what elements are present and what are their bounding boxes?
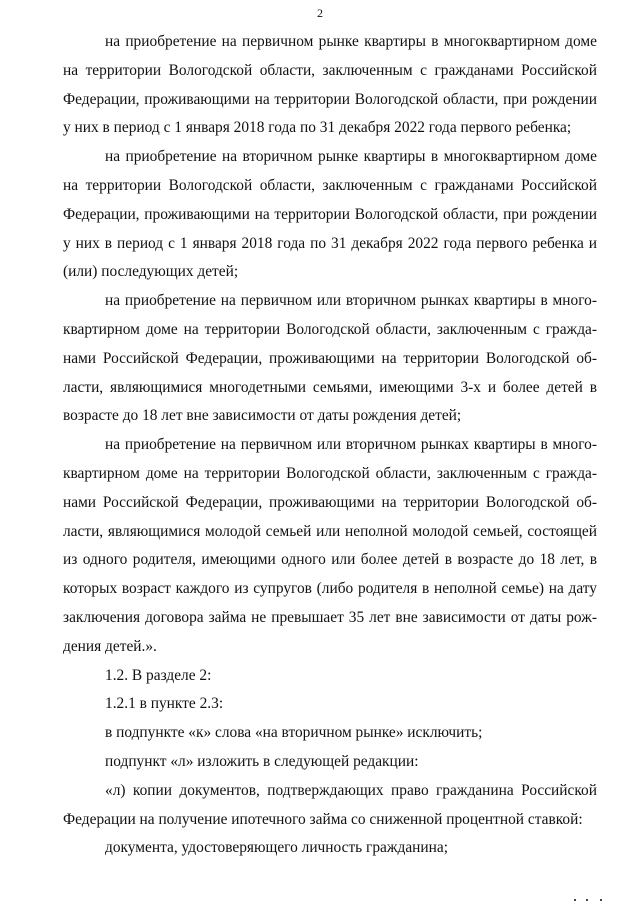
paragraph-subitem-l-text: «л) копии документов, подтверждающих право гражданина Российской Федерации на получение ипотечного займа со сниженной процентной ставкой: [63,781,597,828]
scan-marks [574,895,604,901]
paragraph-subitem-l-intro: подпункт «л» изложить в следующей редакции: [105,752,419,770]
paragraph-section-1-2-1: 1.2.1 в пункте 2.3: [105,695,224,713]
paragraph-subitem-k: в подпункте «к» слова «на вторичном рынке» исключить; [105,724,483,742]
paragraph-large-families: на приобретение на первичном или вторичном рынках квартиры в многоквартирном доме на территории Вологодской области, заключенным с гражданами Российской Федерации, проживающими на территории Вологодской области, являющимися многодетными семьями, имеющими 3-х и более детей в возрасте до 18 лет вне зависимости от даты рождения детей; [63,292,597,425]
paragraph-identity-document: документа, удостоверяющего личность гражданина; [105,839,448,857]
document-body [63,28,597,863]
paragraph-section-1-2: 1.2. В разделе 2: [105,666,212,684]
paragraph-primary-market: на приобретение на первичном рынке квартиры в многоквартирном доме на территории Вологодской области, заключенным с гражданами Российской Федерации, проживающими на территории Вологодской области, при рождении у них в период с 1 января 2018 года по 31 декабря 2022 года первого ребенка; [63,33,597,137]
paragraph-secondary-market: на приобретение на вторичном рынке квартиры в многоквартирном доме на территории Вологодской области, заключенным с гражданами Российской Федерации, проживающими на территории Вологодской области, при рождении у них в период с 1 января 2018 года по 31 декабря 2022 года первого ребенка и (или) последующих детей; [63,148,597,281]
page-number: 2 [317,6,323,20]
paragraph-young-families: на приобретение на первичном или вторичном рынках квартиры в многоквартирном доме на территории Вологодской области, заключенным с гражданами Российской Федерации, проживающими на территории Вологодской области, являющимися молодой семьей или неполной молодой семьей, состоящей из одного родителя, имеющими одного или более детей в возрасте до 18 лет, в которых возраст каждого из супругов (либо родителя в неполной семье) на дату заключения договора займа не превышает 35 лет вне зависимости от даты рождения детей.». [63,436,597,655]
